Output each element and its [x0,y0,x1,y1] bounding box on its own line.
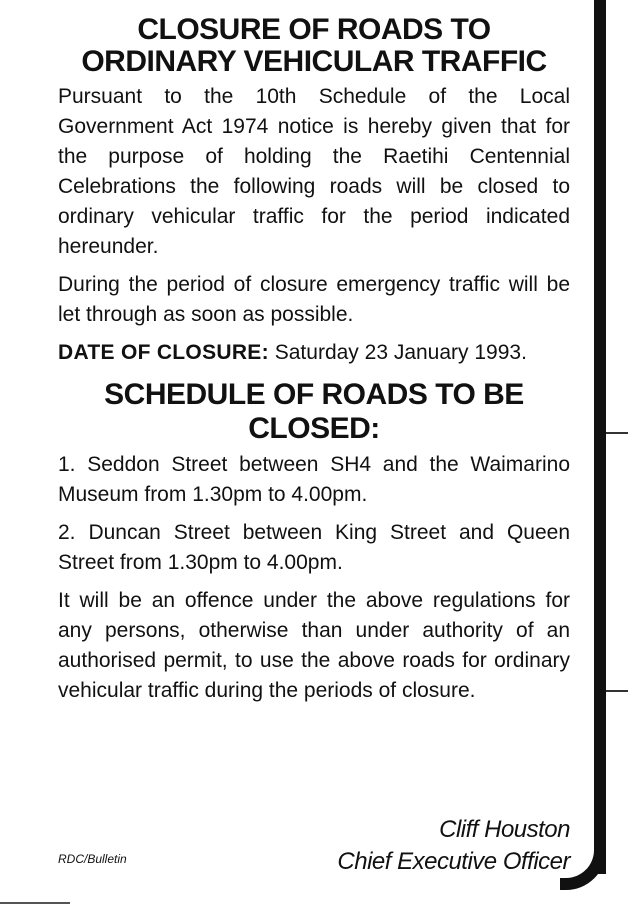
date-value: Saturday 23 January 1993. [274,341,527,364]
reference-code: RDC/Bulletin [58,852,127,866]
schedule-item: 2. Duncan Street between King Street and Queen Street from 1.30pm to 4.00pm. [58,521,570,574]
signatory-title: Chief Executive Officer [337,848,570,875]
date-of-closure [58,338,570,368]
notice-border-right [594,0,606,874]
border-mark [606,690,628,692]
intro-paragraph: Pursuant to the 10th Schedule of the Local Government Act 1974 notice is hereby given that for the purpose of holding the Raetihi Centennial Celebrations the following roads will be closed to ordinary vehicular traffic for the period indicated hereunder. [58,85,570,258]
border-mark [606,432,628,434]
signatory-name: Cliff Houston [439,816,570,843]
schedule-heading: SCHEDULE OF ROADS TO BE CLOSED: [104,378,524,445]
signature-block [337,814,570,878]
notice-body [58,14,570,706]
emergency-paragraph: During the period of closure emergency traffic will be let through as soon as possible. [58,273,570,326]
offence-paragraph: It will be an offence under the above regulations for any persons, otherwise than under authority of an authorised permit, to use the above roads for ordinary vehicular traffic during the periods of closure. [58,589,570,702]
schedule-item: 1. Seddon Street between SH4 and the Waimarino Museum from 1.30pm to 4.00pm. [58,453,570,506]
cut-line [0,902,70,904]
notice-title: CLOSURE OF ROADS TO ORDINARY VEHICULAR TRAFFIC [81,13,547,78]
date-label: DATE OF CLOSURE: [58,341,269,364]
